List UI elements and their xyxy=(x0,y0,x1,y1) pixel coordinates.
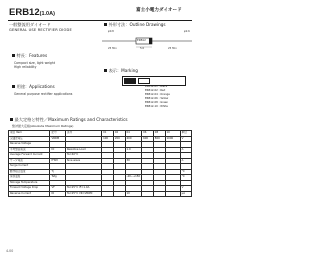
dim-body-dia: φ2.6 xyxy=(184,30,190,33)
table-cell: 01 xyxy=(102,131,114,137)
table-cell: 08 xyxy=(153,131,165,137)
table-cell: Ta=25°C VR=VRRM xyxy=(65,191,101,197)
cathode-band xyxy=(124,78,136,84)
table-cell: VRRM xyxy=(50,136,65,142)
bullet-square-icon xyxy=(10,118,13,121)
outline-part-label: ERB12 xyxy=(137,38,146,42)
table-cell: 10 xyxy=(125,191,142,197)
table-cell: Tj xyxy=(50,169,65,175)
table-cell: 1000 xyxy=(165,136,180,142)
table-cell: 30 xyxy=(125,158,142,164)
table-cell: 200 xyxy=(113,136,125,142)
table-cell: 条件 xyxy=(65,131,101,137)
table-cell: Forward Voltage Drop xyxy=(9,186,50,192)
table-cell: 尖頭逆電圧 xyxy=(9,136,50,142)
table-cell: 04 xyxy=(125,131,142,137)
ratings-table xyxy=(8,130,192,197)
table-cell: 400 xyxy=(125,136,142,142)
table-cell: Tstg xyxy=(50,175,65,181)
ratings-subheading: 絶対最大定格(Absolute Maximum Ratings) xyxy=(12,124,74,128)
table-cell: 1.0 xyxy=(125,147,142,153)
table-cell: μA xyxy=(180,191,191,197)
part-number-title xyxy=(9,8,55,18)
dim-lead-length-left: 25 Min xyxy=(108,47,117,50)
table-cell: 02 xyxy=(113,131,125,137)
table-cell xyxy=(142,191,154,197)
bullet-square-icon xyxy=(104,69,107,72)
current-rating: (1.0A) xyxy=(39,11,55,17)
subtitle-en: GENERAL USE RECTIFIER DIODE xyxy=(9,28,72,32)
table-cell xyxy=(102,191,114,197)
table-cell: 保存温度 xyxy=(9,175,50,181)
table-cell: -40~+150 xyxy=(126,175,141,179)
table-cell: Resistive Load xyxy=(65,147,101,153)
dim-body-length: 5.0 xyxy=(140,47,145,50)
application-item: General purpose rectifier applications xyxy=(14,92,73,96)
table-cell: IO xyxy=(50,147,65,153)
table-cell: 100 xyxy=(102,136,114,142)
table-cell xyxy=(165,191,180,197)
dim-lead-length-right: 25 Min xyxy=(168,47,177,50)
table-cell: V xyxy=(180,186,191,192)
part-number: ERB12 xyxy=(9,7,40,18)
applications-heading: 用途：Applications xyxy=(12,85,55,89)
marking-ink-dot xyxy=(138,78,150,84)
table-cell: 平均整流電流 xyxy=(9,147,50,153)
brand-label: 富士小電力ダイオード xyxy=(136,8,182,13)
table-cell: A xyxy=(180,147,191,153)
feature-item: High reliability xyxy=(14,65,37,69)
bullet-square-icon xyxy=(104,23,107,26)
page-number: 4-00 xyxy=(6,249,14,253)
table-cell: VF xyxy=(50,186,65,192)
subtitle-jp: 一般整流用ダイオード xyxy=(9,22,51,27)
table-cell: Reverse Voltage xyxy=(9,142,50,148)
table-cell: Storage Temperature xyxy=(9,180,50,186)
table-row xyxy=(9,191,192,197)
table-cell: °C xyxy=(180,175,191,181)
bullet-square-icon xyxy=(12,85,15,88)
marking-heading: 表示：Marking xyxy=(104,69,138,73)
table-cell: 10 xyxy=(165,131,180,137)
dim-lead-dia: φ0.8 xyxy=(108,30,114,33)
features-heading: 特長：Features xyxy=(12,54,47,58)
table-cell: Surge Current xyxy=(9,164,50,170)
table-cell: Sine wave xyxy=(65,158,101,164)
table-cell: 600 xyxy=(142,136,154,142)
feature-item: Compact size, light weight xyxy=(14,61,56,65)
table-cell: 記号 xyxy=(50,131,65,137)
table-cell: 項目 Item xyxy=(9,131,50,137)
table-cell: V xyxy=(180,136,191,142)
table-cell xyxy=(113,191,125,197)
ratings-heading: 最大定格と特性／Maximum Ratings and Characteristics xyxy=(10,118,128,122)
outline-heading: 外形寸法：Outline Drawings xyxy=(104,23,166,27)
table-cell: Average Forward Current xyxy=(9,153,50,159)
table-cell: 800 xyxy=(153,136,165,142)
table-cell: IR xyxy=(50,191,65,197)
table-cell: Reverse Current xyxy=(9,191,50,197)
table-cell xyxy=(153,191,165,197)
table-cell: サージ電流 xyxy=(9,158,50,164)
table-cell: 単位 xyxy=(180,131,191,137)
table-cell: IFSM xyxy=(50,158,65,164)
bullet-square-icon xyxy=(12,54,15,57)
table-cell: 06 xyxy=(142,131,154,137)
table-cell: A xyxy=(180,158,191,164)
table-cell: °C xyxy=(180,169,191,175)
table-cell: Ta=25°C IF=1.0A xyxy=(65,186,101,192)
table-cell: Ta=40°C xyxy=(65,153,101,159)
table-cell: 動作接合温度 xyxy=(9,169,50,175)
